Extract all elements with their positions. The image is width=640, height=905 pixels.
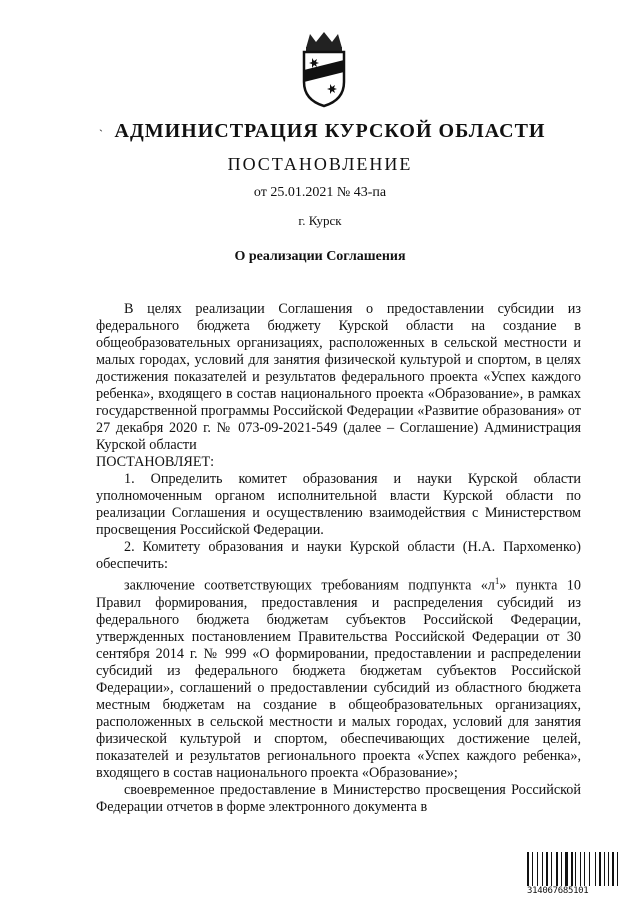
- barcode-bar: [537, 852, 538, 886]
- document-city: г. Курск: [298, 213, 342, 228]
- preamble-paragraph: В целях реализации Соглашения о предоставлении субсидии из федерального бюджета бюджету Курской области на создание в общеобразовательных организациях, расположенных в сельской местности и малых городах, условий для занятия физической культурой и спортом, в целях достижения показателей и результатов федерального проекта «Успех каждого ребенка», входящего в состав национального проекта «Образование», в рамках государственной программы Российской Федерации «Развитие образования» от 27 декабря 2020 г. № 073-09-2021-549 (далее – Соглашение) Администрация Курской области: [96, 301, 581, 453]
- barcode-bar: [569, 852, 570, 886]
- barcode-bar: [546, 852, 548, 886]
- document-title: О реализации Соглашения: [234, 249, 406, 264]
- barcode-bar: [577, 852, 579, 886]
- barcode-bar: [553, 852, 555, 886]
- barcode-bar: [574, 852, 575, 886]
- barcode-bars: [527, 852, 623, 886]
- document-type: ПОСТАНОВЛЕНИЕ: [227, 154, 413, 174]
- barcode-bar: [619, 852, 622, 886]
- barcode-bar: [575, 852, 576, 886]
- barcode-bar: [617, 852, 618, 886]
- barcode-bar: [610, 852, 611, 886]
- barcode-bar: [597, 852, 598, 886]
- barcode-bar: [586, 852, 588, 886]
- barcode-bar: [534, 852, 536, 886]
- organization-title: АДМИНИСТРАЦИЯ КУРСКОЙ ОБЛАСТИ: [114, 120, 546, 142]
- document-body: [96, 301, 581, 816]
- barcode-bar: [542, 852, 543, 886]
- barcode-bar: [530, 852, 531, 886]
- barcode-bar: [549, 852, 550, 886]
- barcode-bar: [595, 852, 596, 886]
- barcode-bar: [591, 852, 594, 886]
- item-2-paragraph: 2. Комитету образования и науки Курской области (Н.А. Пархоменко) обеспечить:: [96, 539, 581, 572]
- document-number: от 25.01.2021 № 43-па: [253, 185, 387, 200]
- barcode-bar: [589, 852, 590, 886]
- decree-word: ПОСТАНОВЛЯЕТ:: [96, 454, 215, 470]
- barcode-bar: [602, 852, 603, 886]
- barcode-bar: [604, 852, 605, 886]
- barcode-bar: [544, 852, 545, 886]
- subitem-1-superscript: 1: [494, 576, 500, 586]
- barcode-bar: [582, 852, 583, 886]
- barcode-bar: [571, 852, 573, 886]
- margin-mark: `: [99, 127, 103, 141]
- barcode-bar: [532, 852, 533, 886]
- barcode-bar: [612, 852, 614, 886]
- barcode-number: 314067685101: [527, 886, 589, 896]
- subitem-1-rest: » пункта 10 Правил формирования, предоставления и распределения субсидий из федерального бюджета бюджетам субъектов Российской Федерации, утвержденных постановлением Правительства Российской Федерации от 30 сентября 2014 г. № 999 «О формировании, предоставлении и распределении субсидий из федерального бюджета бюджетам субъектов Российской Федерации», соглашений о предоставлении субсидий из областного бюджета местным бюджетам на создание в общеобразовательных организациях, расположенных в сельской местности и малых городах, условий для занятия физической культурой и спортом, обеспечивающих достижение целей, показателей и результатов регионального проекта «Успех каждого ребенка», входящего в состав национального проекта «Образование»;: [96, 577, 581, 781]
- barcode-bar: [608, 852, 609, 886]
- subitem-1-paragraph: [96, 573, 581, 782]
- barcode-bar: [559, 852, 560, 886]
- barcode-bar: [527, 852, 529, 886]
- barcode-bar: [561, 852, 562, 886]
- barcode-bar: [551, 852, 552, 886]
- barcode-bar: [580, 852, 581, 886]
- barcode-bar: [606, 852, 608, 886]
- subitem-1-start: заключение соответствующих требованиям подпункта «л: [124, 577, 495, 594]
- barcode-bar: [615, 852, 616, 886]
- barcode-bar: [539, 852, 542, 886]
- barcode-bar: [556, 852, 558, 886]
- barcode-bar: [584, 852, 585, 886]
- barcode-bar: [563, 852, 564, 886]
- barcode-bar: [599, 852, 601, 886]
- barcode-bar: [565, 852, 568, 886]
- barcode: [527, 852, 623, 896]
- item-1-paragraph: 1. Определить комитет образования и науки Курской области уполномоченным органом исполнительной власти Курской области по реализации Соглашения и осуществлению взаимодействия с Министерством просвещения Российской Федерации.: [96, 471, 581, 538]
- subitem-2-paragraph: своевременное предоставление в Министерство просвещения Российской Федерации отчетов в форме электронного документа в: [96, 781, 581, 815]
- kursk-coat-of-arms-icon: [298, 30, 350, 108]
